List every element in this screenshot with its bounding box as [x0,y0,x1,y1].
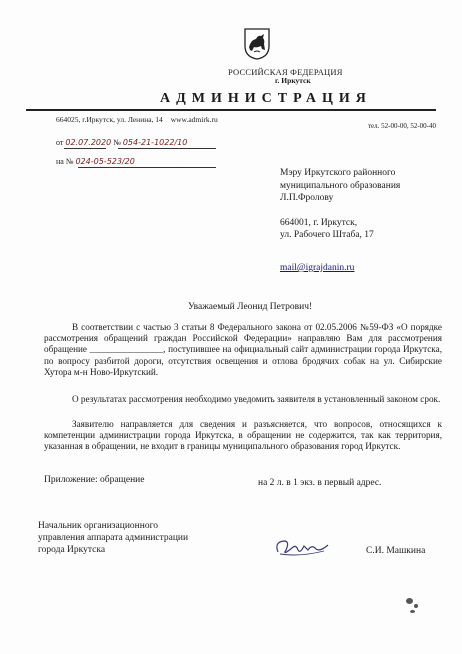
recipient-line: 664001, г. Иркутск, [280,217,358,228]
ref-from-line [56,138,187,147]
body-paragraph-2: О результатах рассмотрения необходимо уведомить заявителя в установленный законом срок. [72,394,441,404]
header-city: г. Иркутск [275,76,311,85]
appendix-detail: на 2 л. в 1 экз. в первый адрес. [258,478,382,488]
signatory-name: С.И. Машкина [366,546,426,556]
header-website: www.admirk.ru [170,115,218,124]
recipient-line: Л.П.Фролову [280,193,334,203]
ref-from-date: 02.07.2020 [65,138,112,147]
header-title: АДМИНИСТРАЦИЯ [160,91,372,106]
ref-no-label: № [113,138,121,147]
signatory-line: управления аппарата администрации [38,533,189,543]
ref-on-line [56,157,135,166]
ref-from-label: от [56,138,64,147]
header-phones: тел. 52-00-00, 52-00-40 [368,122,436,130]
handwritten-signature-icon [270,536,340,560]
ref-date-underline [64,148,106,149]
scan-smudge [406,598,413,604]
header-rule [26,109,436,111]
signatory-line: города Иркутска [38,545,106,555]
recipient-email: mail@igrajdanin.ru [280,263,355,273]
header-address: 664025, г.Иркутск, ул. Ленина, 14 [56,115,163,124]
ref-on-number: 024-05-523/20 [75,157,135,166]
recipient-block [280,167,400,242]
ref-number-underline [118,148,216,149]
body-paragraph-3: Заявителю направляется для сведения и разъясняется, что вопросов, относящихся к компетенции администрации города Иркутска, в обращении не содержится, так как территория, указанная в обращении, не входит в границы муниципального образования город Иркутск. [44,419,442,452]
ref-on-underline [78,167,216,168]
header-country: РОССИЙСКАЯ ФЕДЕРАЦИЯ [228,67,343,77]
ref-on-label: на № [56,157,74,166]
signatory-line: Начальник организационного [38,521,159,531]
recipient-line: муниципального образования [280,180,401,191]
header-address-line [56,115,224,124]
scan-smudge [414,604,418,608]
recipient-line: Мэру Иркутского районного [280,168,396,178]
appendix-label: Приложение: обращение [44,475,145,485]
greeting: Уважаемый Леонид Петрович! [188,302,313,312]
ref-from-number: 054-21-1022/10 [122,138,188,147]
recipient-line: ул. Рабочего Штаба, 17 [280,230,374,240]
coat-of-arms-icon [244,28,270,60]
body-paragraph-1: В соответствии с частью 3 статьи 8 Федерального закона от 02.05.2006 №59-ФЗ «О порядке рассмотрения обращений граждан Российской Федерации» направляю Вам для рассмотрения обращение ________________, поступившее на официальный сайт администрации города Иркутска, по вопросу разбитой дороги, отсутствия освещения и отлова бродячих собак на ул. Сибирские Хутора м-н Ново-Иркутский. [44,322,442,377]
signatory-title [38,520,188,556]
scan-smudge [410,610,415,613]
